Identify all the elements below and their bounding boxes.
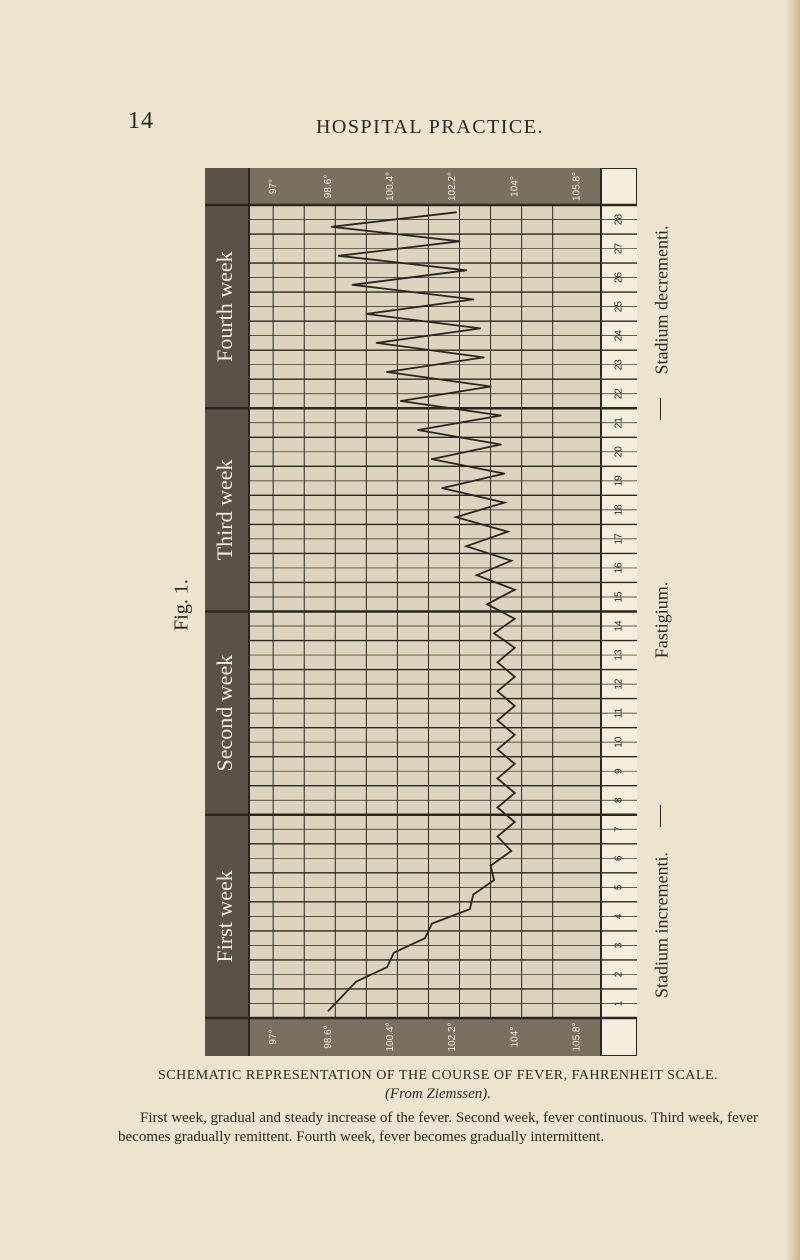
day-label: 20 [613,446,625,458]
curve-point [490,386,492,388]
curve-point [490,865,492,867]
day-label: 4 [613,913,625,920]
curve-point [507,531,509,533]
day-label: 7 [613,826,625,833]
curve-point [497,690,499,692]
curve-point [493,632,495,634]
curve-point [514,676,516,678]
curve-point [472,894,474,896]
curve-point [327,1010,329,1012]
curve-point [472,298,474,300]
day-label: 21 [613,417,625,429]
curve-point [365,313,367,315]
temperature-label-bottom: 102.2° [447,1022,459,1052]
curve-point [441,487,443,489]
week-label: Third week [212,459,238,561]
curve-point [493,879,495,881]
curve-point [479,328,481,330]
curve-point [431,923,433,925]
stage-label-decrementi: Stadium decrementi. [651,225,672,375]
curve-point [469,908,471,910]
curve-point [400,400,402,402]
day-label: 27 [613,242,625,255]
week-label: Second week [212,654,238,772]
bottom-axis-band [249,1018,601,1056]
day-label: 2 [613,971,625,978]
day-label: 26 [613,272,625,284]
day-label: 25 [613,301,625,313]
temperature-label-top: 102.2° [447,171,459,202]
curve-point [514,763,516,765]
curve-point [376,342,378,344]
curve-point [497,661,499,663]
curve-point [466,269,468,271]
curve-point [514,618,516,620]
curve-point [331,226,333,228]
day-label: 6 [613,855,625,862]
curve-point [514,589,516,591]
caption-body: First week, gradual and steady increase of the fever. Second week, fever continuous. Third week, fever becomes gradually remittent. Fourth week, fever becomes gradually intermittent. [118,1110,758,1145]
curve-point [476,574,478,576]
curve-point [514,705,516,707]
week-label: First week [212,870,238,963]
temperature-label-top: 100.4° [385,171,397,202]
temperature-label-top: 104° [509,176,521,197]
day-label: 18 [613,504,625,516]
curve-point [486,603,488,605]
curve-point [352,284,354,286]
temperature-label-bottom: 98.6° [323,1025,335,1049]
fever-chart [205,168,637,1056]
curve-point [431,458,433,460]
temperature-label-bottom: 100.4° [385,1022,397,1052]
figure-label: Fig. 1. [170,579,193,631]
day-label: 11 [613,707,625,719]
stage-label-incrementi: Stadium incrementi. [651,852,672,998]
day-label: 8 [613,797,625,804]
curve-point [503,473,505,475]
curve-point [355,981,357,983]
figure-caption [118,1068,758,1147]
day-label: 24 [613,330,625,342]
day-label: 15 [613,591,625,603]
curve-point [417,429,419,431]
curve-point [424,937,426,939]
day-label: 14 [613,620,625,632]
stage-divider-1 [660,805,661,827]
day-label: 17 [613,533,625,545]
curve-point [455,516,457,518]
stage-label-fastigium: Fastigium. [651,581,672,659]
stage-divider-2 [660,398,661,420]
curve-point [497,778,499,780]
week-label: Fourth week [212,251,238,362]
curve-point [341,995,343,997]
curve-point [500,444,502,446]
temperature-label-bottom: 104° [509,1026,521,1048]
curve-point [510,850,512,852]
curve-point [338,255,340,257]
day-label: 9 [613,768,625,774]
curve-point [514,647,516,649]
curve-point [393,952,395,954]
curve-point [466,545,468,547]
temperature-label-top: 97° [267,178,279,195]
day-label: 22 [613,388,625,400]
curve-point [497,836,499,838]
curve-point [503,502,505,504]
day-label: 10 [613,736,625,748]
temperature-label-bottom: 105.8° [571,1022,583,1052]
curve-point [459,240,461,242]
day-label: 23 [613,359,625,371]
curve-point [514,792,516,794]
curve-point [455,211,457,213]
day-label: 5 [613,884,625,891]
day-label: 12 [613,678,625,690]
temperature-label-bottom: 97° [267,1029,279,1045]
temperature-label-top: 105.8° [571,171,583,202]
curve-point [483,357,485,359]
day-label: 16 [613,562,625,574]
page-edge-shadow [786,0,800,1260]
page-number: 14 [128,108,154,134]
curve-point [514,821,516,823]
curve-point [514,734,516,736]
day-label: 3 [613,942,625,949]
curve-point [386,966,388,968]
caption-source: (From Ziemssen). [384,1086,492,1102]
day-label: 19 [613,475,625,487]
curve-point [497,749,499,751]
curve-point [510,560,512,562]
day-label: 1 [613,1000,625,1007]
caption-title: SCHEMATIC REPRESENTATION OF THE COURSE OF FEVER, FAHRENHEIT SCALE. [157,1068,719,1083]
curve-point [497,719,499,721]
page-heading: HOSPITAL PRACTICE. [315,116,544,138]
curve-point [386,371,388,373]
temperature-label-top: 98.6° [323,174,335,199]
day-label: 28 [613,213,625,226]
curve-point [500,415,502,417]
top-axis-band [249,168,601,205]
day-label: 13 [613,649,625,661]
curve-point [497,807,499,809]
